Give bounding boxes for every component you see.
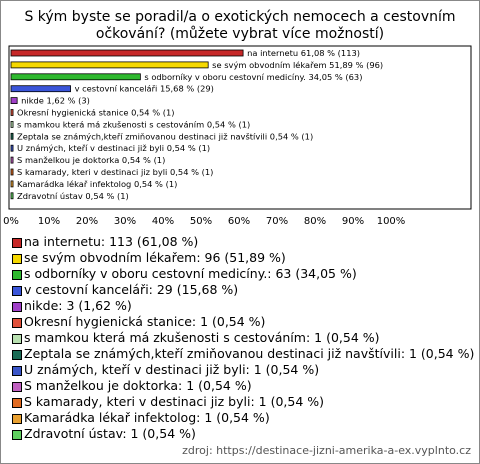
source-note: zdroj: https://destinace-jizni-amerika-a-ex.vyplnto.cz <box>182 444 471 457</box>
bar-label-10: S kamarady, kteri v destinaci jiz byli 0,54 % (1) <box>17 167 214 177</box>
bar-7 <box>11 133 13 139</box>
legend-label: Okresní hygienická stanice: 1 (0,54 %) <box>24 314 266 329</box>
x-tick-label: 30% <box>113 216 137 227</box>
legend-item <box>12 250 478 266</box>
legend-swatch <box>12 318 22 328</box>
bar-label-7: Zeptala se známých,kteří zmiňovanou destinaci již navštívili 0,54 % (1) <box>17 131 314 142</box>
legend-item <box>12 394 478 410</box>
legend-label: Zeptala se známých,kteří zmiňovanou destinaci již navštívili: 1 (0,54 %) <box>24 346 475 361</box>
bar-label-2: s odborníky v oboru cestovní medicíny. 34,05 % (63) <box>144 71 363 82</box>
legend-item <box>12 330 478 346</box>
x-tick-label: 40% <box>151 216 175 227</box>
bar-10 <box>11 169 13 175</box>
bar-5 <box>11 110 13 116</box>
bar-label-5: Okresní hygienická stanice 0,54 % (1) <box>17 107 175 118</box>
bar-6 <box>11 121 13 127</box>
legend-swatch <box>12 366 22 376</box>
legend-item <box>12 378 478 394</box>
x-tick-label: 60% <box>227 216 251 227</box>
x-tick-label: 100% <box>376 216 406 227</box>
legend-swatch <box>12 430 22 440</box>
bar-label-4: nikde 1,62 % (3) <box>21 95 90 106</box>
bar-12 <box>11 193 13 199</box>
legend-item <box>12 346 478 362</box>
legend-swatch <box>12 286 22 296</box>
bar-label-9: S manželkou je doktorka 0,54 % (1) <box>17 155 166 166</box>
legend-item <box>12 234 478 250</box>
legend-swatch <box>12 270 22 280</box>
legend-swatch <box>12 382 22 392</box>
bar-4 <box>11 98 17 104</box>
bar-label-0: na internetu 61,08 % (113) <box>247 48 361 58</box>
legend-item <box>12 298 478 314</box>
bar-9 <box>11 157 13 163</box>
legend-swatch <box>12 334 22 344</box>
legend-label: na internetu: 113 (61,08 %) <box>24 234 199 249</box>
legend-label: s odborníky v oboru cestovní medicíny.: 63 (34,05 %) <box>24 266 357 281</box>
legend-label: S kamarady, kteri v destinaci jiz byli: 1 (0,54 %) <box>24 394 325 409</box>
legend-item <box>12 362 478 378</box>
bar-label-12: Zdravotní ústav 0,54 % (1) <box>17 190 129 201</box>
chart-legend <box>12 234 478 442</box>
bar-11 <box>11 181 13 187</box>
x-tick-label: 90% <box>341 216 365 227</box>
chart-title: S kým byste se poradil/a o exotických nemocech a cestovním očkování? (můžete vybrat více možností) <box>24 9 456 42</box>
x-tick-label: 20% <box>75 216 99 227</box>
bar-label-8: U známých, kteří v destinaci již byli 0,54 % (1) <box>17 143 211 154</box>
legend-swatch <box>12 350 22 360</box>
x-tick-label: 10% <box>37 216 61 227</box>
bar-3 <box>11 86 71 92</box>
legend-item <box>12 410 478 426</box>
legend-label: U známých, kteří v destinaci již byli: 1 (0,54 %) <box>24 362 320 377</box>
legend-label: Kamarádka lékař infektolog: 1 (0,54 %) <box>24 410 270 425</box>
legend-swatch <box>12 302 22 312</box>
x-tick-label: 80% <box>303 216 327 227</box>
bar-0 <box>11 50 243 56</box>
legend-swatch <box>12 398 22 408</box>
bar-1 <box>11 62 208 68</box>
bar-8 <box>11 145 13 151</box>
x-tick-label: 0% <box>3 216 19 227</box>
legend-item <box>12 314 478 330</box>
legend-label: se svým obvodním lékařem: 96 (51,89 %) <box>24 250 286 265</box>
bar-2 <box>11 74 140 80</box>
legend-item <box>12 266 478 282</box>
x-tick-label: 70% <box>265 216 289 227</box>
bar-label-6: s mamkou která má zkušenosti s cestováním 0,54 % (1) <box>17 119 251 130</box>
legend-swatch <box>12 414 22 424</box>
legend-item <box>12 426 478 442</box>
legend-swatch <box>12 254 22 264</box>
x-tick-label: 50% <box>189 216 213 227</box>
legend-item <box>12 282 478 298</box>
bar-label-1: se svým obvodním lékařem 51,89 % (96) <box>212 59 384 70</box>
chart-svg <box>1 1 479 231</box>
legend-label: v cestovní kanceláři: 29 (15,68 %) <box>24 282 239 297</box>
legend-label: Zdravotní ústav: 1 (0,54 %) <box>24 426 196 441</box>
bar-label-3: v cestovní kanceláři 15,68 % (29) <box>74 83 214 94</box>
legend-label: S manželkou je doktorka: 1 (0,54 %) <box>24 378 252 393</box>
legend-label: nikde: 3 (1,62 %) <box>24 298 132 313</box>
legend-label: s mamkou která má zkušenosti s cestováním: 1 (0,54 %) <box>24 330 380 345</box>
legend-swatch <box>12 238 22 248</box>
bar-label-11: Kamarádka lékař infektolog 0,54 % (1) <box>17 178 178 189</box>
